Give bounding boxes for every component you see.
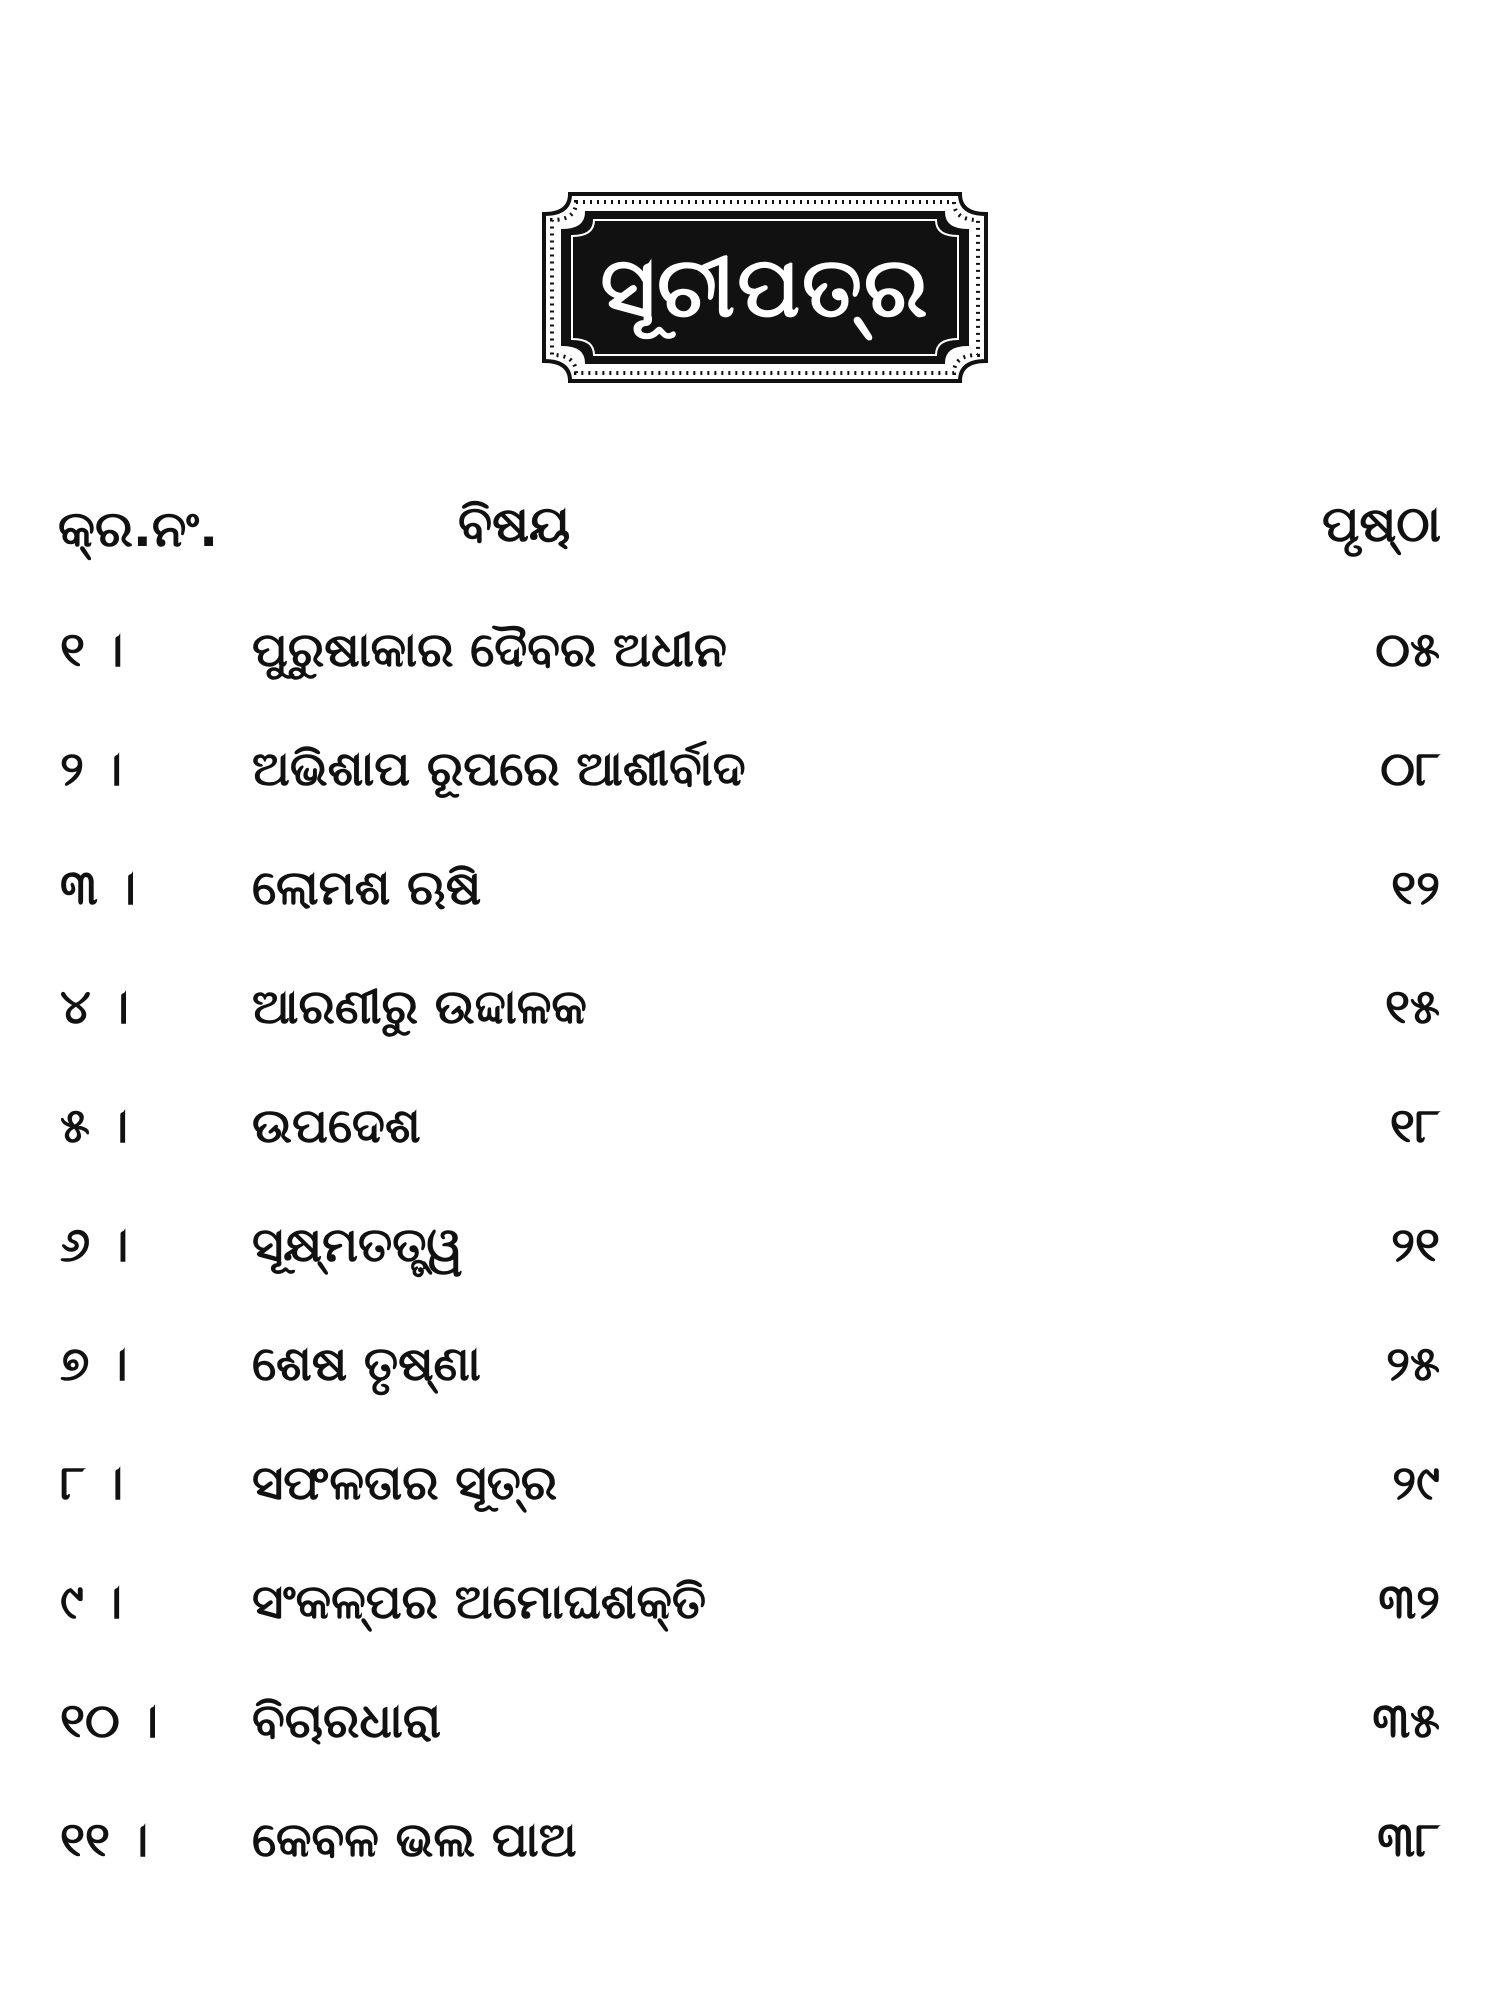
toc-subject: ସୂକ୍ଷ୍ମତତ୍ତ୍ୱ <box>252 1217 463 1273</box>
toc-row <box>0 1552 1500 1652</box>
toc-subject: ଲୋମଶ ଋଷି <box>252 860 482 916</box>
toc-serial: ୧୦ । <box>60 1693 159 1749</box>
toc-row <box>0 1076 1500 1176</box>
toc-row <box>0 1314 1500 1414</box>
toc-subject: କେବଳ ଭଲ ପାଅ <box>252 1812 577 1868</box>
toc-subject: ଉପଦେଶ <box>252 1098 421 1154</box>
toc-page-number: ୩୨ <box>1378 1574 1440 1630</box>
toc-subject: ପୁରୁଷାକାର ଦୈବର ଅଧୀନ <box>252 622 727 678</box>
toc-row <box>0 1790 1500 1890</box>
toc-serial: ୫ । <box>60 1098 129 1154</box>
toc-list <box>0 600 1500 1880</box>
toc-subject: ବିଚାରଧାରା <box>252 1693 441 1749</box>
toc-serial: ୪ । <box>60 979 130 1035</box>
toc-serial: ୧ । <box>60 622 124 678</box>
toc-row <box>0 1433 1500 1533</box>
toc-row <box>0 600 1500 700</box>
toc-row <box>0 838 1500 938</box>
toc-page-number: ୩୫ <box>1372 1693 1440 1749</box>
header-page: ପୃଷ୍ଠା <box>1322 495 1442 553</box>
toc-subject: ଆରଣୀରୁ ଉଦ୍ଦାଳକ <box>252 979 587 1035</box>
title-plaque <box>540 190 990 385</box>
page-title: ସୂଚୀପତ୍ର <box>600 238 930 336</box>
toc-serial: ୬ । <box>60 1217 129 1273</box>
toc-page-number: ୦୮ <box>1380 741 1440 797</box>
toc-page-number: ୨୧ <box>1391 1217 1440 1273</box>
toc-row <box>0 1195 1500 1295</box>
toc-page-number: ୦୫ <box>1375 622 1440 678</box>
toc-subject: ଶେଷ ତୃଷ୍ଣା <box>252 1336 481 1392</box>
header-serial: କ୍ର.ନଂ. <box>58 500 219 558</box>
toc-row <box>0 1671 1500 1771</box>
toc-serial: ୨ । <box>60 741 123 797</box>
toc-subject: ସଫଳତାର ସୂତ୍ର <box>252 1455 558 1511</box>
toc-row <box>0 719 1500 819</box>
toc-serial: ୯ । <box>60 1574 123 1630</box>
toc-serial: ୮ । <box>60 1455 124 1511</box>
toc-serial: ୭ । <box>60 1336 128 1392</box>
toc-subject: ସଂକଳ୍ପର ଅମୋଘଶକ୍ତି <box>252 1574 707 1630</box>
toc-page-number: ୧୫ <box>1385 979 1440 1035</box>
toc-serial: ୧୧ । <box>60 1812 149 1868</box>
toc-page-number: ୩୮ <box>1377 1812 1440 1868</box>
toc-serial: ୩ । <box>60 860 137 916</box>
toc-page-number: ୧୨ <box>1391 860 1440 916</box>
toc-page-number: ୨୫ <box>1386 1336 1440 1392</box>
toc-page-number: ୧୮ <box>1389 1098 1440 1154</box>
toc-subject: ଅଭିଶାପ ରୂପରେ ଆଶୀର୍ବାଦ <box>252 741 746 797</box>
header-subject: ବିଷୟ <box>458 495 571 553</box>
toc-row <box>0 957 1500 1057</box>
toc-header <box>0 490 1500 580</box>
toc-page-number: ୨୯ <box>1392 1455 1440 1511</box>
